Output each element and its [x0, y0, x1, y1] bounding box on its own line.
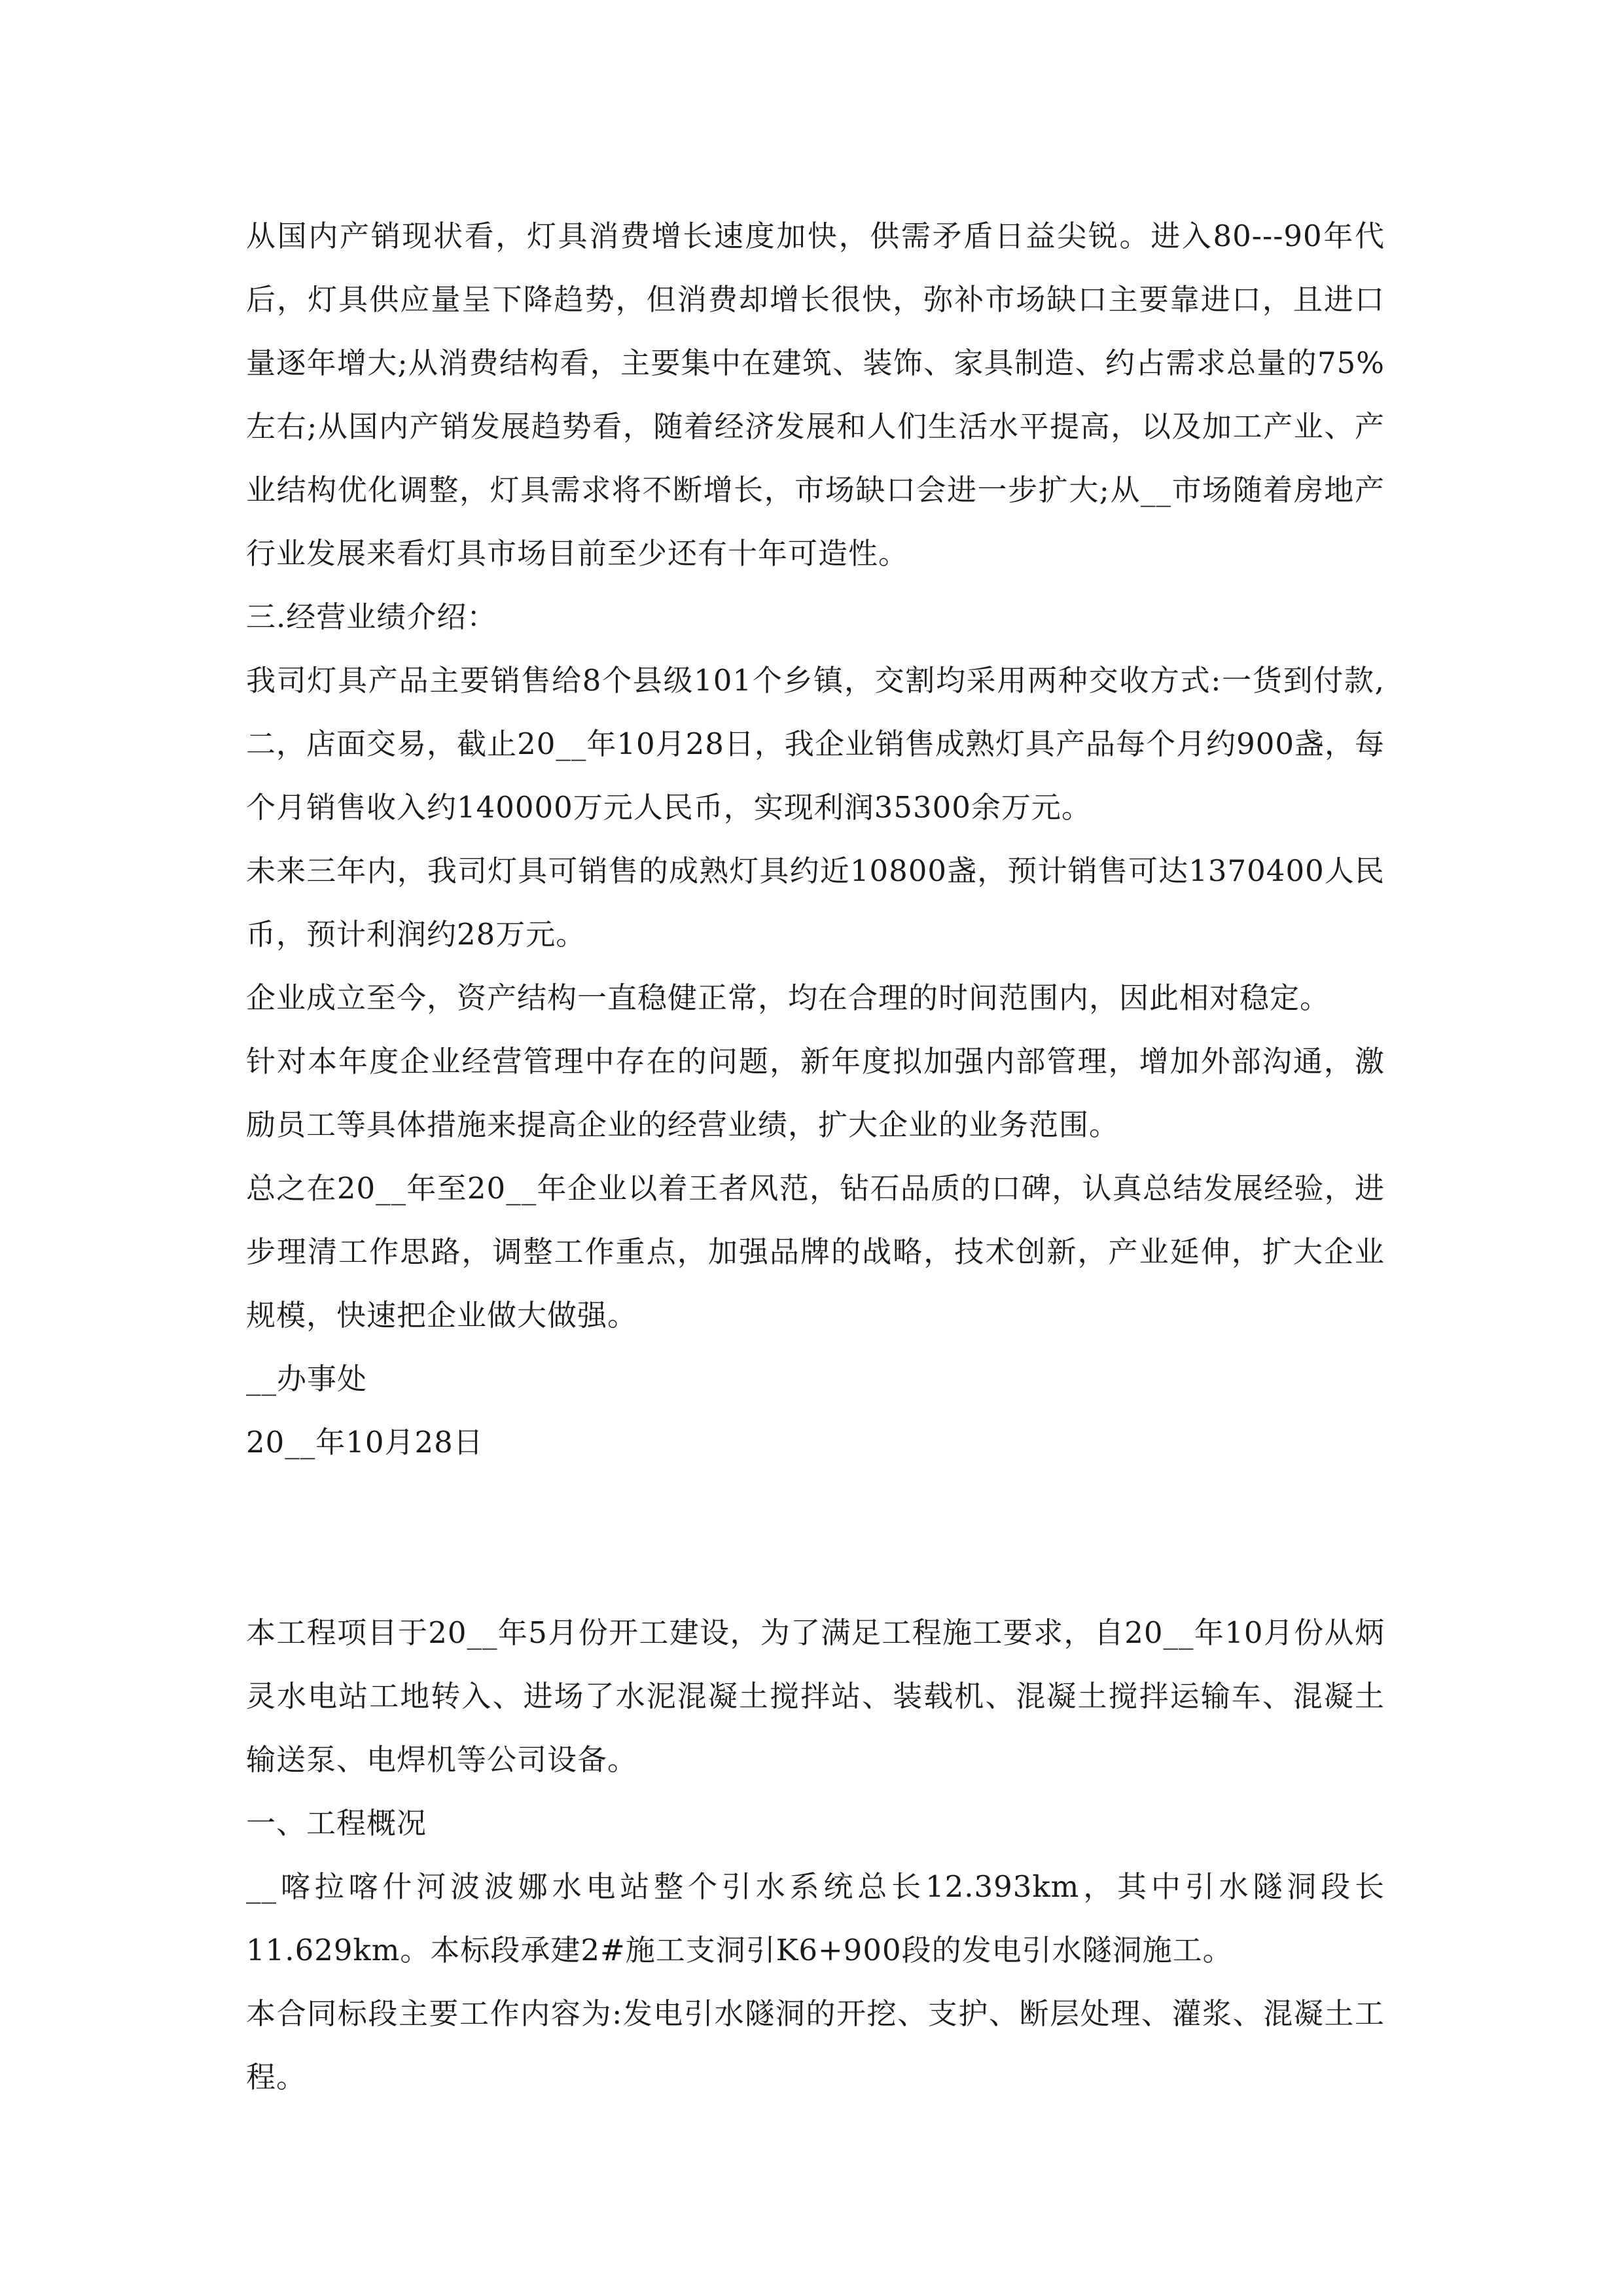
heading-business-performance: 三.经营业绩介绍： [246, 600, 497, 634]
document-body [246, 204, 1385, 2109]
heading-project-overview: 一、工程概况 [246, 1806, 427, 1840]
paragraph-management-plan: 针对本年度企业经营管理中存在的问题，新年度拟加强内部管理，增加外部沟通，激励员工等具体措施来提高企业的经营业绩，扩大企业的业务范围。 [246, 1044, 1385, 1142]
paragraph-market-analysis: 从国内产销现状看，灯具消费增长速度加快，供需矛盾日益尖锐。进入80---90年代后，灯具供应量呈下降趋势，但消费却增长很快，弥补市场缺口主要靠进口，且进口量逐年增大;从消费结构看，主要集中在建筑、装饰、家具制造、约占需求总量的75%左右;从国内产销发展趋势看，随着经济发展和人们生活水平提高，以及加工产业、产业结构优化调整，灯具需求将不断增长，市场缺口会进一步扩大;从__市场随着房地产行业发展来看灯具市场目前至少还有十年可造性。 [246, 219, 1385, 571]
paragraph-project-intro: 本工程项目于20__年5月份开工建设，为了满足工程施工要求，自20__年10月份从炳灵水电站工地转入、进场了水泥混凝土搅拌站、装载机、混凝土搅拌运输车、混凝土输送泵、电焊机等公司设备。 [246, 1615, 1385, 1777]
signature-date: 20__年10月28日 [246, 1425, 484, 1460]
paragraph-sales: 我司灯具产品主要销售给8个县级101个乡镇，交割均采用两种交收方式:一货到付款,二，店面交易，截止20__年10月28日，我企业销售成熟灯具产品每个月约900盏，每个月销售收入约140000万元人民币，实现利润35300余万元。 [246, 663, 1385, 825]
signature-office: __办事处 [246, 1361, 368, 1396]
section-divider [246, 1474, 1385, 1601]
paragraph-summary: 总之在20__年至20__年企业以着王者风范，钻石品质的口碑，认真总结发展经验，进步理清工作思路，调整工作重点，加强品牌的战略，技术创新，产业延伸，扩大企业规模，快速把企业做大做强。 [246, 1171, 1385, 1333]
paragraph-forecast: 未来三年内，我司灯具可销售的成熟灯具约近10800盏，预计销售可达1370400人民币，预计利润约28万元。 [246, 853, 1385, 952]
paragraph-work-content: 本合同标段主要工作内容为:发电引水隧洞的开挖、支护、断层处理、灌浆、混凝土工程。 [246, 1996, 1385, 2094]
paragraph-asset-structure: 企业成立至今，资产结构一直稳健正常，均在合理的时间范围内，因此相对稳定。 [246, 980, 1330, 1015]
paragraph-project-scope: __喀拉喀什河波波娜水电站整个引水系统总长12.393km，其中引水隧洞段长11.629km。本标段承建2#施工支洞引K6+900段的发电引水隧洞施工。 [246, 1869, 1385, 1967]
